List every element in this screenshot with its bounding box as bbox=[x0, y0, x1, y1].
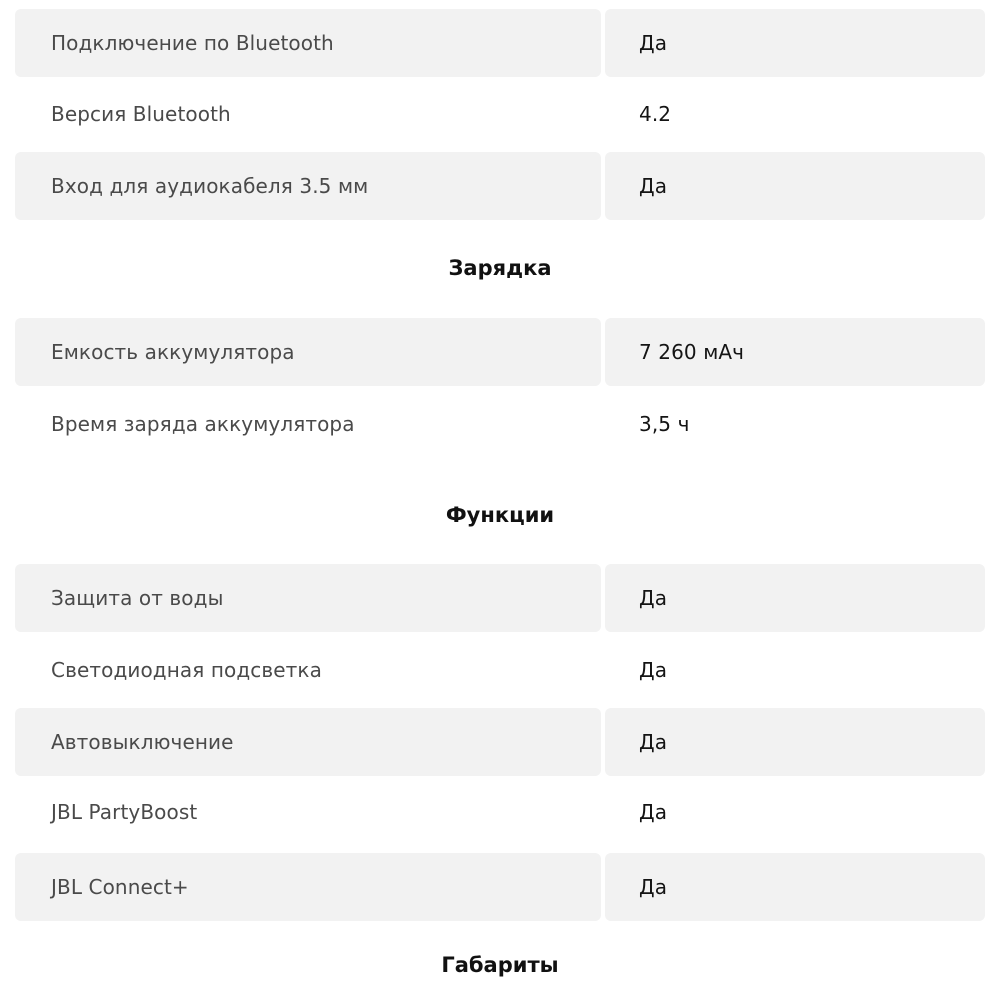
section-title-dimensions: Габариты bbox=[441, 953, 559, 977]
spec-row-charge-time bbox=[15, 390, 985, 458]
spec-value: 7 260 мАч bbox=[605, 318, 985, 386]
section-title-charging: Зарядка bbox=[448, 256, 552, 280]
spec-value: Да bbox=[605, 152, 985, 220]
spec-label: JBL PartyBoost bbox=[51, 800, 198, 824]
spec-label: JBL Connect+ bbox=[15, 853, 601, 921]
spec-value: 3,5 ч bbox=[639, 412, 690, 436]
spec-label: Светодиодная подсветка bbox=[51, 658, 322, 682]
spec-value: Да bbox=[605, 708, 985, 776]
spec-row-audio-input bbox=[15, 152, 985, 220]
spec-row-led-lighting bbox=[15, 636, 985, 704]
spec-value: Да bbox=[605, 564, 985, 632]
spec-row-connect-plus bbox=[15, 853, 985, 921]
spec-value: Да bbox=[605, 853, 985, 921]
spec-label: Подключение по Bluetooth bbox=[15, 9, 601, 77]
spec-row-bluetooth-version bbox=[15, 80, 985, 148]
section-title-features: Функции bbox=[445, 503, 555, 527]
spec-value: Да bbox=[605, 9, 985, 77]
spec-label: Вход для аудиокабеля 3.5 мм bbox=[15, 152, 601, 220]
spec-label: Версия Bluetooth bbox=[51, 102, 231, 126]
spec-label: Автовыключение bbox=[15, 708, 601, 776]
spec-label: Время заряда аккумулятора bbox=[51, 412, 355, 436]
spec-row-battery-capacity bbox=[15, 318, 985, 386]
spec-row-water-protection bbox=[15, 564, 985, 632]
spec-row-auto-off bbox=[15, 708, 985, 776]
spec-row-bluetooth-connection bbox=[15, 9, 985, 77]
spec-label: Защита от воды bbox=[15, 564, 601, 632]
spec-value: Да bbox=[639, 800, 668, 824]
spec-row-partyboost bbox=[15, 778, 985, 846]
spec-label: Емкость аккумулятора bbox=[15, 318, 601, 386]
spec-value: 4.2 bbox=[639, 102, 672, 126]
spec-value: Да bbox=[639, 658, 668, 682]
